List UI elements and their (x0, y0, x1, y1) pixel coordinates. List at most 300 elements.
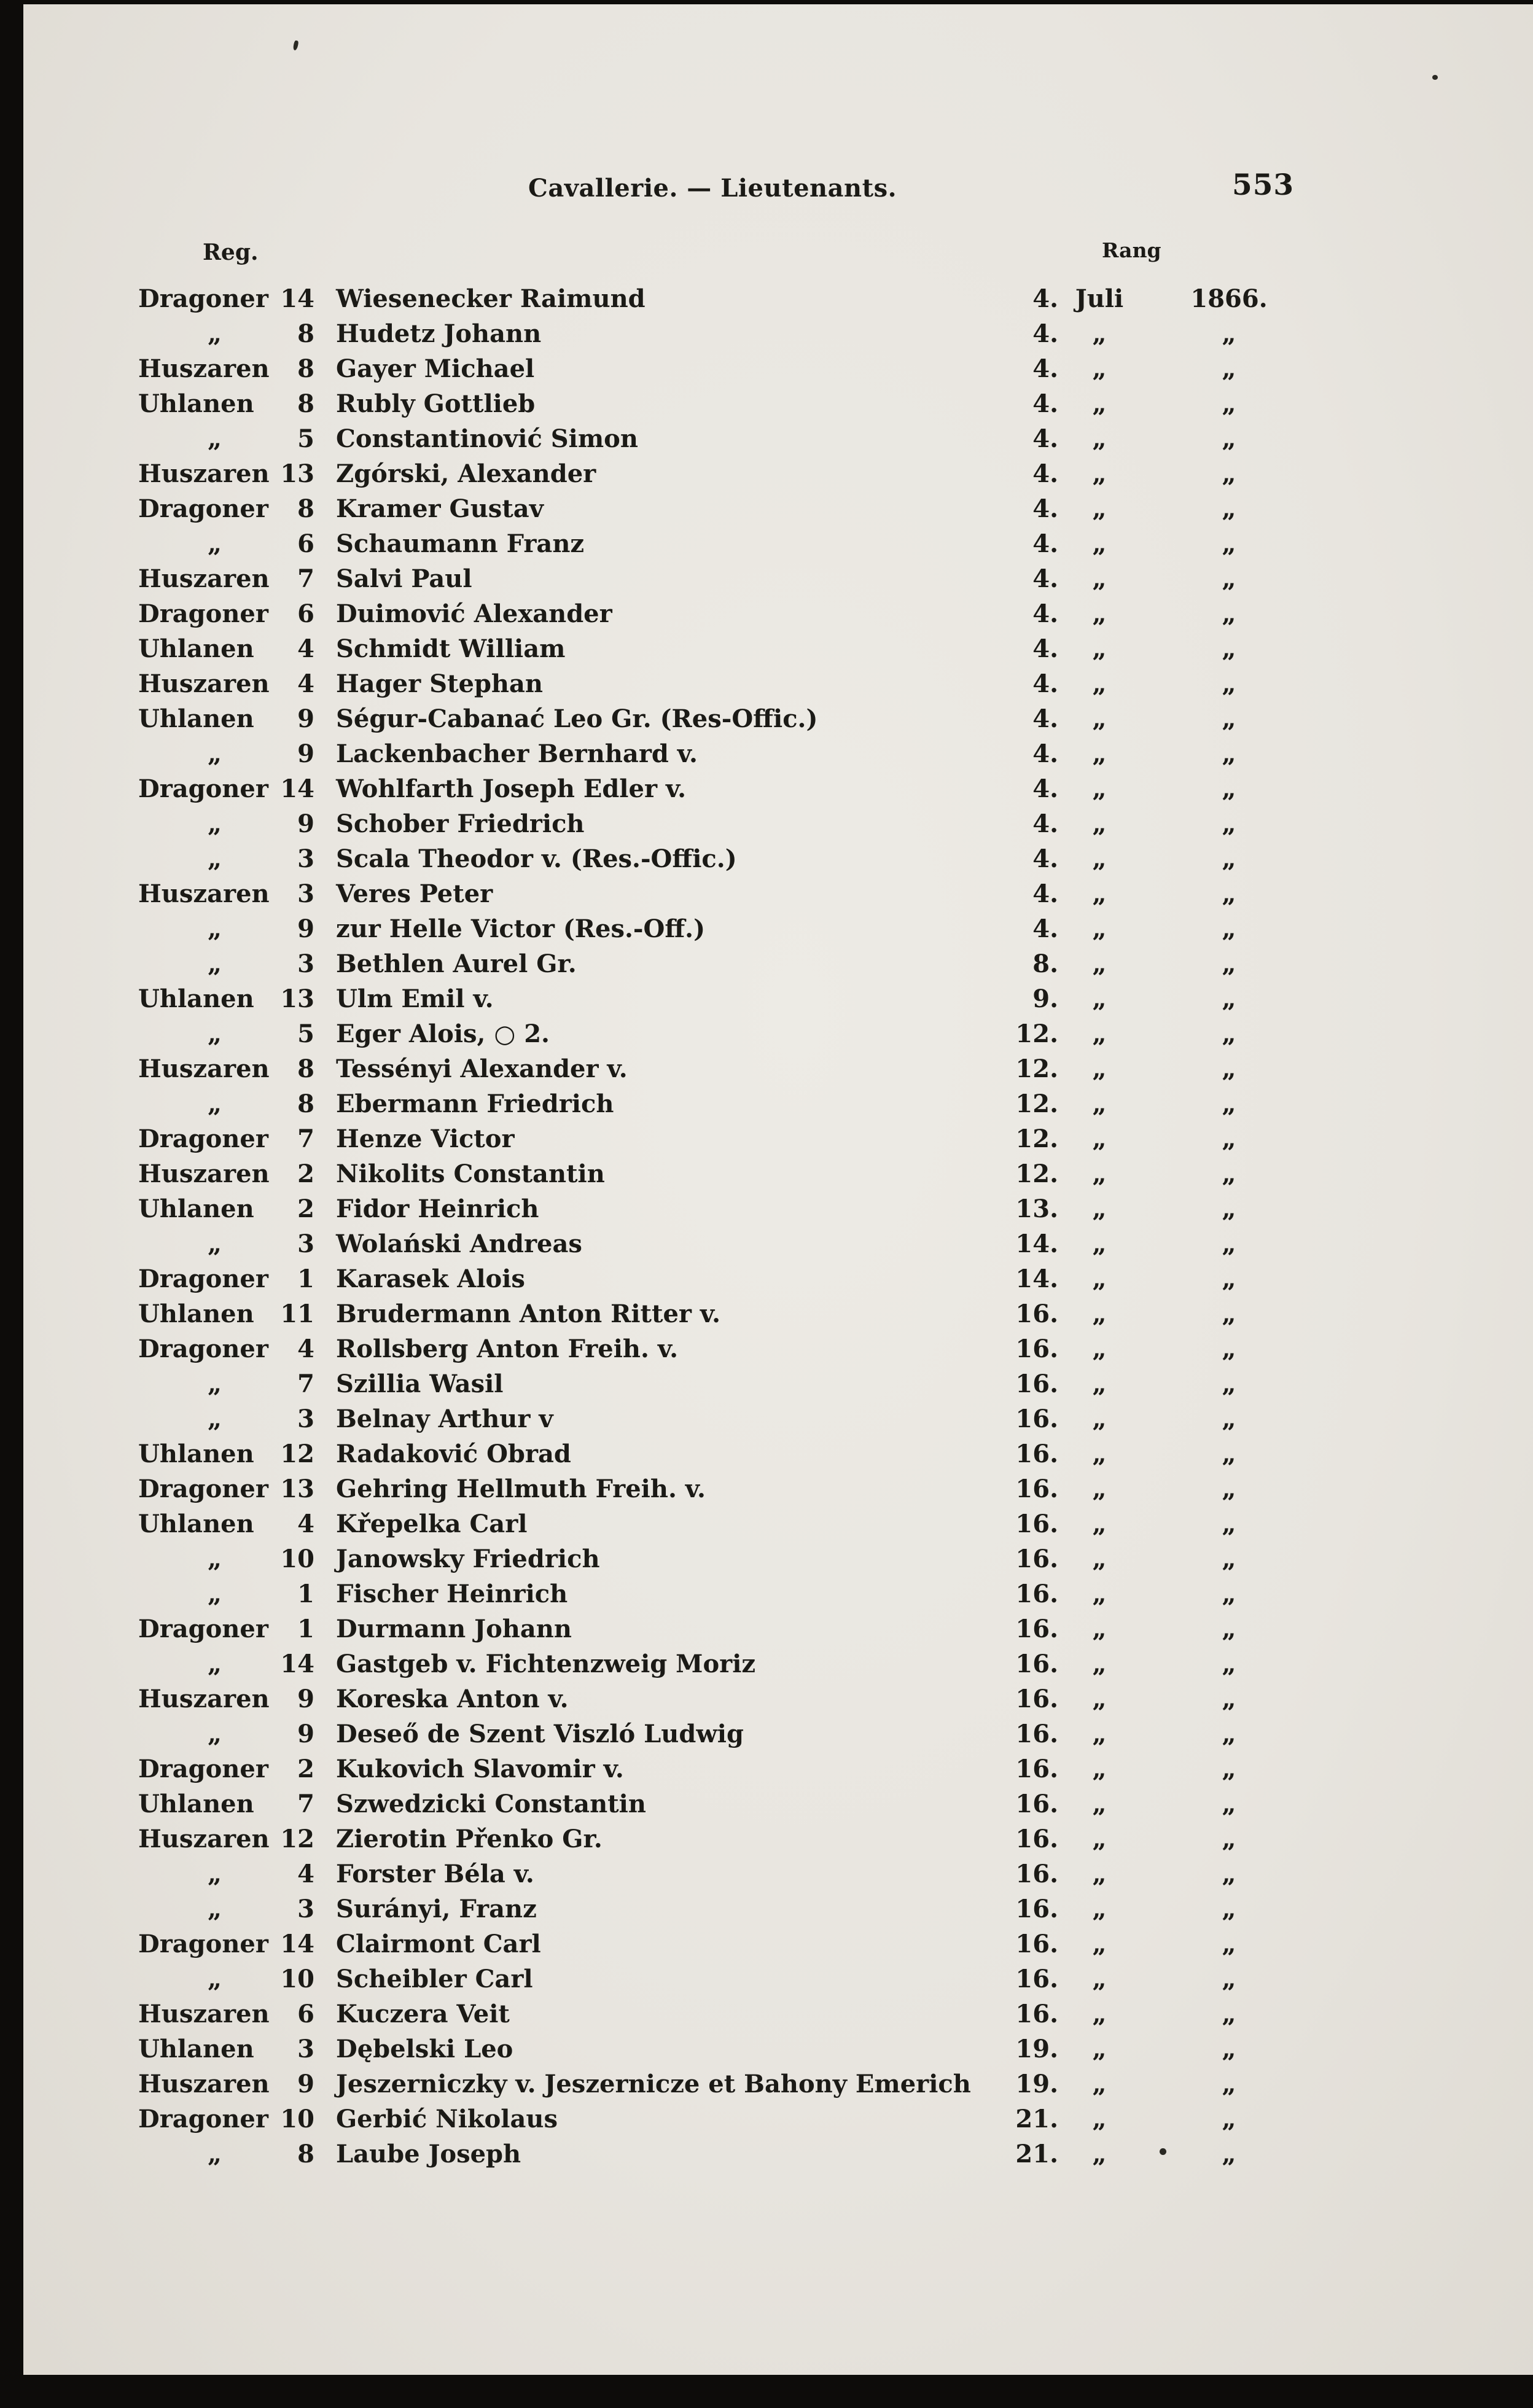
row-officer-name: Surányi, Franz (336, 1895, 537, 1923)
table-row (0, 596, 1533, 631)
row-officer-name: Wiesenecker Raimund (336, 284, 646, 313)
row-regiment-number: 4 (297, 634, 314, 663)
table-row (0, 526, 1533, 561)
row-officer-name: Kuczera Veit (336, 2000, 510, 2028)
row-officer-name: Durmann Johann (336, 1615, 572, 1643)
row-rank-year: „ (1222, 1054, 1236, 1083)
row-rank-day: 4. (1032, 844, 1058, 873)
row-rank-day: 4. (1032, 739, 1058, 768)
row-rank-day: 16. (1015, 1510, 1058, 1538)
row-rank-month: „ (1092, 984, 1107, 1013)
row-rank-day: 16. (1015, 1895, 1058, 1923)
row-regiment-number: 8 (297, 494, 314, 523)
row-rank-month: „ (1092, 1790, 1107, 1818)
row-rank-day: 4. (1032, 494, 1058, 523)
table-row (0, 351, 1533, 386)
table-row (0, 1086, 1533, 1121)
row-regiment-number: 14 (280, 774, 314, 803)
row-regiment: Dragoner (138, 1755, 268, 1783)
row-rank-day: 16. (1015, 2000, 1058, 2028)
row-regiment-number: 10 (280, 2105, 314, 2133)
row-rank-year: „ (1222, 564, 1236, 593)
row-rank-year: „ (1222, 984, 1236, 1013)
row-rank-year: „ (1222, 1159, 1236, 1188)
table-row (0, 1156, 1533, 1191)
table-row (0, 1471, 1533, 1506)
row-rank-day: 4. (1032, 634, 1058, 663)
row-regiment-number: 1 (297, 1580, 314, 1608)
row-rank-day: 14. (1015, 1264, 1058, 1293)
row-regiment-number: 3 (297, 1405, 314, 1433)
page-title: Cavallerie. — Lieutenants. (528, 174, 897, 203)
scan-artifact (1160, 2148, 1166, 2155)
row-regiment-number: 3 (297, 949, 314, 978)
row-rank-month: „ (1092, 1615, 1107, 1643)
row-officer-name: Hudetz Johann (336, 319, 542, 348)
row-rank-month: „ (1092, 354, 1107, 383)
row-rank-month: „ (1092, 1054, 1107, 1083)
scan-artifact (292, 40, 298, 50)
row-rank-day: 4. (1032, 669, 1058, 698)
table-row (0, 771, 1533, 806)
table-row (0, 1016, 1533, 1051)
row-officer-name: Salvi Paul (336, 564, 472, 593)
row-rank-day: 12. (1015, 1159, 1058, 1188)
row-regiment: Uhlanen (138, 1299, 254, 1328)
row-officer-name: Schmidt William (336, 634, 566, 663)
row-rank-month: „ (1092, 1545, 1107, 1573)
row-regiment-number: 8 (297, 389, 314, 418)
row-officer-name: Ulm Emil v. (336, 984, 494, 1013)
row-regiment: Uhlanen (138, 634, 254, 663)
row-regiment: Dragoner (138, 284, 268, 313)
row-rank-month: „ (1092, 1580, 1107, 1608)
row-rank-year: „ (1222, 739, 1236, 768)
row-rank-day: 16. (1015, 1370, 1058, 1398)
row-regiment: Uhlanen (138, 2035, 254, 2063)
row-regiment-number: 4 (297, 669, 314, 698)
table-row (0, 1191, 1533, 1226)
row-regiment: Uhlanen (138, 704, 254, 733)
row-rank-year: „ (1222, 1299, 1236, 1328)
row-regiment-number: 12 (280, 1825, 314, 1853)
row-regiment: Dragoner (138, 2105, 268, 2133)
row-rank-year: „ (1222, 319, 1236, 348)
row-rank-year: „ (1222, 599, 1236, 628)
row-regiment: Huszaren (138, 564, 270, 593)
row-rank-day: 4. (1032, 704, 1058, 733)
table-row (0, 386, 1533, 421)
row-rank-month: „ (1092, 634, 1107, 663)
row-officer-name: Zierotin Přenko Gr. (336, 1825, 603, 1853)
row-rank-day: 16. (1015, 1930, 1058, 1958)
table-row (0, 1611, 1533, 1646)
row-rank-year: „ (1222, 1790, 1236, 1818)
row-rank-year: „ (1222, 1124, 1236, 1153)
row-regiment: Uhlanen (138, 1440, 254, 1468)
row-rank-year: „ (1222, 774, 1236, 803)
row-rank-day: 4. (1032, 914, 1058, 943)
row-rank-year: „ (1222, 809, 1236, 838)
row-regiment-number: 8 (297, 319, 314, 348)
row-rank-day: 16. (1015, 1440, 1058, 1468)
table-row (0, 911, 1533, 946)
table-row (0, 1121, 1533, 1156)
row-regiment: Uhlanen (138, 389, 254, 418)
row-regiment: „ (208, 949, 222, 978)
row-rank-month: „ (1092, 879, 1107, 908)
row-rank-month: „ (1092, 2105, 1107, 2133)
row-officer-name: Janowsky Friedrich (336, 1545, 600, 1573)
row-rank-year: „ (1222, 2070, 1236, 2098)
row-rank-month: „ (1092, 389, 1107, 418)
row-rank-day: 4. (1032, 809, 1058, 838)
table-row (0, 1787, 1533, 1822)
row-officer-name: Deseő de Szent Viszló Ludwig (336, 1720, 744, 1748)
row-regiment-number: 4 (297, 1860, 314, 1888)
row-rank-year: „ (1222, 669, 1236, 698)
row-officer-name: Veres Peter (336, 879, 493, 908)
row-rank-year: „ (1222, 704, 1236, 733)
table-row (0, 1822, 1533, 1857)
row-officer-name: Szillia Wasil (336, 1370, 504, 1398)
row-regiment: „ (208, 1019, 222, 1048)
row-rank-day: 16. (1015, 1685, 1058, 1713)
row-rank-day: 12. (1015, 1089, 1058, 1118)
table-row (0, 1366, 1533, 1401)
row-rank-day: 8. (1032, 949, 1058, 978)
row-regiment: „ (208, 1965, 222, 1993)
row-officer-name: Fidor Heinrich (336, 1194, 539, 1223)
row-regiment: Huszaren (138, 879, 270, 908)
row-regiment-number: 8 (297, 354, 314, 383)
row-regiment-number: 3 (297, 2035, 314, 2063)
row-regiment-number: 12 (280, 1440, 314, 1468)
row-rank-day: 4. (1032, 599, 1058, 628)
row-regiment: „ (208, 739, 222, 768)
row-rank-year: „ (1222, 1475, 1236, 1503)
table-row (0, 701, 1533, 736)
row-officer-name: Wolański Andreas (336, 1229, 582, 1258)
page-number: 553 (1232, 168, 1295, 202)
row-officer-name: Duimović Alexander (336, 599, 612, 628)
row-officer-name: Gehring Hellmuth Freih. v. (336, 1475, 706, 1503)
row-regiment: „ (208, 1580, 222, 1608)
row-regiment-number: 6 (297, 2000, 314, 2028)
row-rank-year: „ (1222, 1370, 1236, 1398)
row-regiment: Dragoner (138, 1615, 268, 1643)
row-regiment-number: 7 (297, 1790, 314, 1818)
row-rank-day: 4. (1032, 389, 1058, 418)
row-regiment: „ (208, 319, 222, 348)
row-rank-year: „ (1222, 1685, 1236, 1713)
row-officer-name: Schaumann Franz (336, 529, 585, 558)
row-rank-year: „ (1222, 1930, 1236, 1958)
row-regiment-number: 1 (297, 1264, 314, 1293)
row-rank-month: „ (1092, 844, 1107, 873)
table-row (0, 666, 1533, 701)
row-regiment-number: 9 (297, 1720, 314, 1748)
row-rank-day: 16. (1015, 1650, 1058, 1678)
row-officer-name: Belnay Arthur v (336, 1405, 553, 1433)
row-officer-name: Rollsberg Anton Freih. v. (336, 1335, 678, 1363)
row-officer-name: Gastgeb v. Fichtenzweig Moriz (336, 1650, 756, 1678)
row-officer-name: Scheibler Carl (336, 1965, 533, 1993)
row-rank-month: „ (1092, 1194, 1107, 1223)
row-officer-name: Henze Victor (336, 1124, 515, 1153)
row-rank-year: „ (1222, 389, 1236, 418)
row-rank-month: „ (1092, 1335, 1107, 1363)
row-rank-month: „ (1092, 1229, 1107, 1258)
row-rank-year: „ (1222, 1720, 1236, 1748)
row-rank-year: „ (1222, 1335, 1236, 1363)
row-rank-year: „ (1222, 1580, 1236, 1608)
row-rank-month: „ (1092, 1755, 1107, 1783)
row-officer-name: Forster Béla v. (336, 1860, 534, 1888)
table-row (0, 946, 1533, 981)
row-regiment-number: 1 (297, 1615, 314, 1643)
table-row (0, 1962, 1533, 1997)
row-regiment: „ (208, 1860, 222, 1888)
row-officer-name: Gayer Michael (336, 354, 535, 383)
row-regiment-number: 4 (297, 1510, 314, 1538)
row-officer-name: Karasek Alois (336, 1264, 525, 1293)
row-regiment: „ (208, 1720, 222, 1748)
row-regiment: Uhlanen (138, 1790, 254, 1818)
row-rank-month: „ (1092, 494, 1107, 523)
row-rank-day: 21. (1015, 2140, 1058, 2168)
row-rank-month: „ (1092, 2140, 1107, 2168)
row-rank-year: „ (1222, 354, 1236, 383)
table-row (0, 456, 1533, 491)
row-rank-day: 12. (1015, 1019, 1058, 1048)
row-regiment: Uhlanen (138, 984, 254, 1013)
row-rank-year: „ (1222, 529, 1236, 558)
row-regiment-number: 9 (297, 1685, 314, 1713)
row-rank-month: „ (1092, 1685, 1107, 1713)
row-rank-month: „ (1092, 2000, 1107, 2028)
row-officer-name: Ebermann Friedrich (336, 1089, 614, 1118)
row-rank-day: 16. (1015, 1825, 1058, 1853)
scan-edge-top (0, 0, 1533, 4)
row-regiment-number: 3 (297, 879, 314, 908)
row-rank-year: „ (1222, 1825, 1236, 1853)
row-rank-day: 13. (1015, 1194, 1058, 1223)
table-row (0, 736, 1533, 771)
row-rank-year: „ (1222, 879, 1236, 908)
row-regiment-number: 2 (297, 1159, 314, 1188)
row-rank-month: „ (1092, 774, 1107, 803)
row-officer-name: Kramer Gustav (336, 494, 544, 523)
row-rank-month: „ (1092, 424, 1107, 453)
lieutenants-table (0, 281, 1533, 2172)
row-rank-month: „ (1092, 1370, 1107, 1398)
table-row (0, 1296, 1533, 1331)
row-rank-day: 4. (1032, 319, 1058, 348)
row-regiment: Huszaren (138, 1054, 270, 1083)
row-rank-month: „ (1092, 669, 1107, 698)
row-regiment-number: 14 (280, 1930, 314, 1958)
row-regiment: Huszaren (138, 1159, 270, 1188)
table-row (0, 2137, 1533, 2172)
table-row (0, 631, 1533, 666)
row-rank-month: „ (1092, 1124, 1107, 1153)
row-regiment: „ (208, 844, 222, 873)
row-regiment: Huszaren (138, 2000, 270, 2028)
row-officer-name: Tessényi Alexander v. (336, 1054, 628, 1083)
row-regiment: Dragoner (138, 1930, 268, 1958)
row-regiment: „ (208, 529, 222, 558)
row-rank-year: „ (1222, 1510, 1236, 1538)
row-regiment: Huszaren (138, 669, 270, 698)
row-rank-day: 12. (1015, 1124, 1058, 1153)
row-rank-day: 16. (1015, 1615, 1058, 1643)
row-rank-month: „ (1092, 1720, 1107, 1748)
table-row (0, 1261, 1533, 1296)
row-regiment: „ (208, 424, 222, 453)
row-officer-name: Lackenbacher Bernhard v. (336, 739, 698, 768)
row-rank-day: 4. (1032, 354, 1058, 383)
row-rank-day: 16. (1015, 1580, 1058, 1608)
table-row (0, 2067, 1533, 2102)
row-regiment-number: 10 (280, 1965, 314, 1993)
row-rank-day: 4. (1032, 424, 1058, 453)
row-rank-month: „ (1092, 319, 1107, 348)
row-rank-year: „ (1222, 1965, 1236, 1993)
row-rank-day: 16. (1015, 1545, 1058, 1573)
row-rank-year: „ (1222, 424, 1236, 453)
row-rank-month: „ (1092, 1895, 1107, 1923)
row-regiment: Huszaren (138, 1825, 270, 1853)
row-officer-name: Bethlen Aurel Gr. (336, 949, 577, 978)
row-rank-year: „ (1222, 914, 1236, 943)
row-rank-month: „ (1092, 2035, 1107, 2063)
table-row (0, 421, 1533, 456)
table-row (0, 1646, 1533, 1681)
row-regiment-number: 9 (297, 914, 314, 943)
row-officer-name: Scala Theodor v. (Res.-Offic.) (336, 844, 737, 873)
row-rank-month: „ (1092, 1405, 1107, 1433)
row-rank-year: „ (1222, 2035, 1236, 2063)
table-row (0, 1541, 1533, 1576)
row-officer-name: Fischer Heinrich (336, 1580, 568, 1608)
row-rank-day: 4. (1032, 564, 1058, 593)
row-regiment-number: 8 (297, 1054, 314, 1083)
row-rank-day: 12. (1015, 1054, 1058, 1083)
row-regiment-number: 4 (297, 1335, 314, 1363)
row-rank-year: 1866. (1190, 284, 1268, 313)
row-rank-month: „ (1092, 1019, 1107, 1048)
row-rank-year: „ (1222, 494, 1236, 523)
row-rank-day: 16. (1015, 1720, 1058, 1748)
table-row (0, 1892, 1533, 1927)
row-rank-year: „ (1222, 1264, 1236, 1293)
row-rank-year: „ (1222, 844, 1236, 873)
row-regiment: „ (208, 1405, 222, 1433)
row-regiment-number: 7 (297, 1370, 314, 1398)
row-regiment-number: 6 (297, 529, 314, 558)
row-regiment: Dragoner (138, 599, 268, 628)
row-officer-name: Ségur-Cabanać Leo Gr. (Res-Offic.) (336, 704, 818, 733)
row-regiment: „ (208, 914, 222, 943)
row-officer-name: Jeszerniczky v. Jeszernicze et Bahony Emerich (336, 2070, 971, 2098)
row-rank-month: „ (1092, 949, 1107, 978)
row-regiment-number: 2 (297, 1755, 314, 1783)
row-regiment: Dragoner (138, 774, 268, 803)
row-officer-name: Brudermann Anton Ritter v. (336, 1299, 721, 1328)
row-regiment: Huszaren (138, 459, 270, 488)
row-officer-name: Křepelka Carl (336, 1510, 528, 1538)
table-row (0, 281, 1533, 316)
row-rank-month: „ (1092, 529, 1107, 558)
row-regiment-number: 2 (297, 1194, 314, 1223)
row-rank-year: „ (1222, 459, 1236, 488)
row-rank-year: „ (1222, 1019, 1236, 1048)
row-rank-month: „ (1092, 599, 1107, 628)
row-regiment-number: 13 (280, 459, 314, 488)
row-rank-month: „ (1092, 2070, 1107, 2098)
row-rank-month: „ (1092, 1089, 1107, 1118)
row-rank-month: „ (1092, 1159, 1107, 1188)
row-regiment-number: 3 (297, 844, 314, 873)
row-rank-day: 4. (1032, 774, 1058, 803)
row-rank-month: „ (1092, 459, 1107, 488)
row-rank-day: 16. (1015, 1860, 1058, 1888)
row-regiment-number: 9 (297, 739, 314, 768)
row-regiment-number: 5 (297, 1019, 314, 1048)
row-rank-day: 16. (1015, 1335, 1058, 1363)
table-row (0, 1331, 1533, 1366)
row-rank-year: „ (1222, 949, 1236, 978)
row-rank-day: 4. (1032, 879, 1058, 908)
row-regiment-number: 13 (280, 984, 314, 1013)
row-regiment: „ (208, 2140, 222, 2168)
row-rank-day: 9. (1032, 984, 1058, 1013)
column-header-rang: Rang (1102, 238, 1161, 262)
row-rank-year: „ (1222, 2105, 1236, 2133)
row-officer-name: Constantinović Simon (336, 424, 638, 453)
row-rank-day: 19. (1015, 2070, 1058, 2098)
row-rank-year: „ (1222, 1545, 1236, 1573)
row-officer-name: Clairmont Carl (336, 1930, 541, 1958)
table-row (0, 1436, 1533, 1471)
row-officer-name: Radaković Obrad (336, 1440, 571, 1468)
row-rank-year: „ (1222, 1089, 1236, 1118)
row-officer-name: Schober Friedrich (336, 809, 585, 838)
row-regiment: „ (208, 809, 222, 838)
row-rank-day: 16. (1015, 1755, 1058, 1783)
row-rank-month: „ (1092, 1825, 1107, 1853)
row-regiment-number: 3 (297, 1895, 314, 1923)
row-rank-year: „ (1222, 2140, 1236, 2168)
row-regiment-number: 14 (280, 284, 314, 313)
row-rank-day: 16. (1015, 1405, 1058, 1433)
table-row (0, 1927, 1533, 1962)
row-regiment: „ (208, 1545, 222, 1573)
row-rank-month: „ (1092, 739, 1107, 768)
row-rank-year: „ (1222, 1895, 1236, 1923)
row-rank-year: „ (1222, 1860, 1236, 1888)
row-officer-name: Hager Stephan (336, 669, 543, 698)
row-regiment: Dragoner (138, 1124, 268, 1153)
row-rank-year: „ (1222, 1229, 1236, 1258)
row-officer-name: Zgórski, Alexander (336, 459, 596, 488)
row-regiment-number: 13 (280, 1475, 314, 1503)
scan-artifact (1432, 75, 1438, 80)
row-regiment: „ (208, 1089, 222, 1118)
column-header-reg: Reg. (203, 240, 259, 265)
row-officer-name: Gerbić Nikolaus (336, 2105, 558, 2133)
